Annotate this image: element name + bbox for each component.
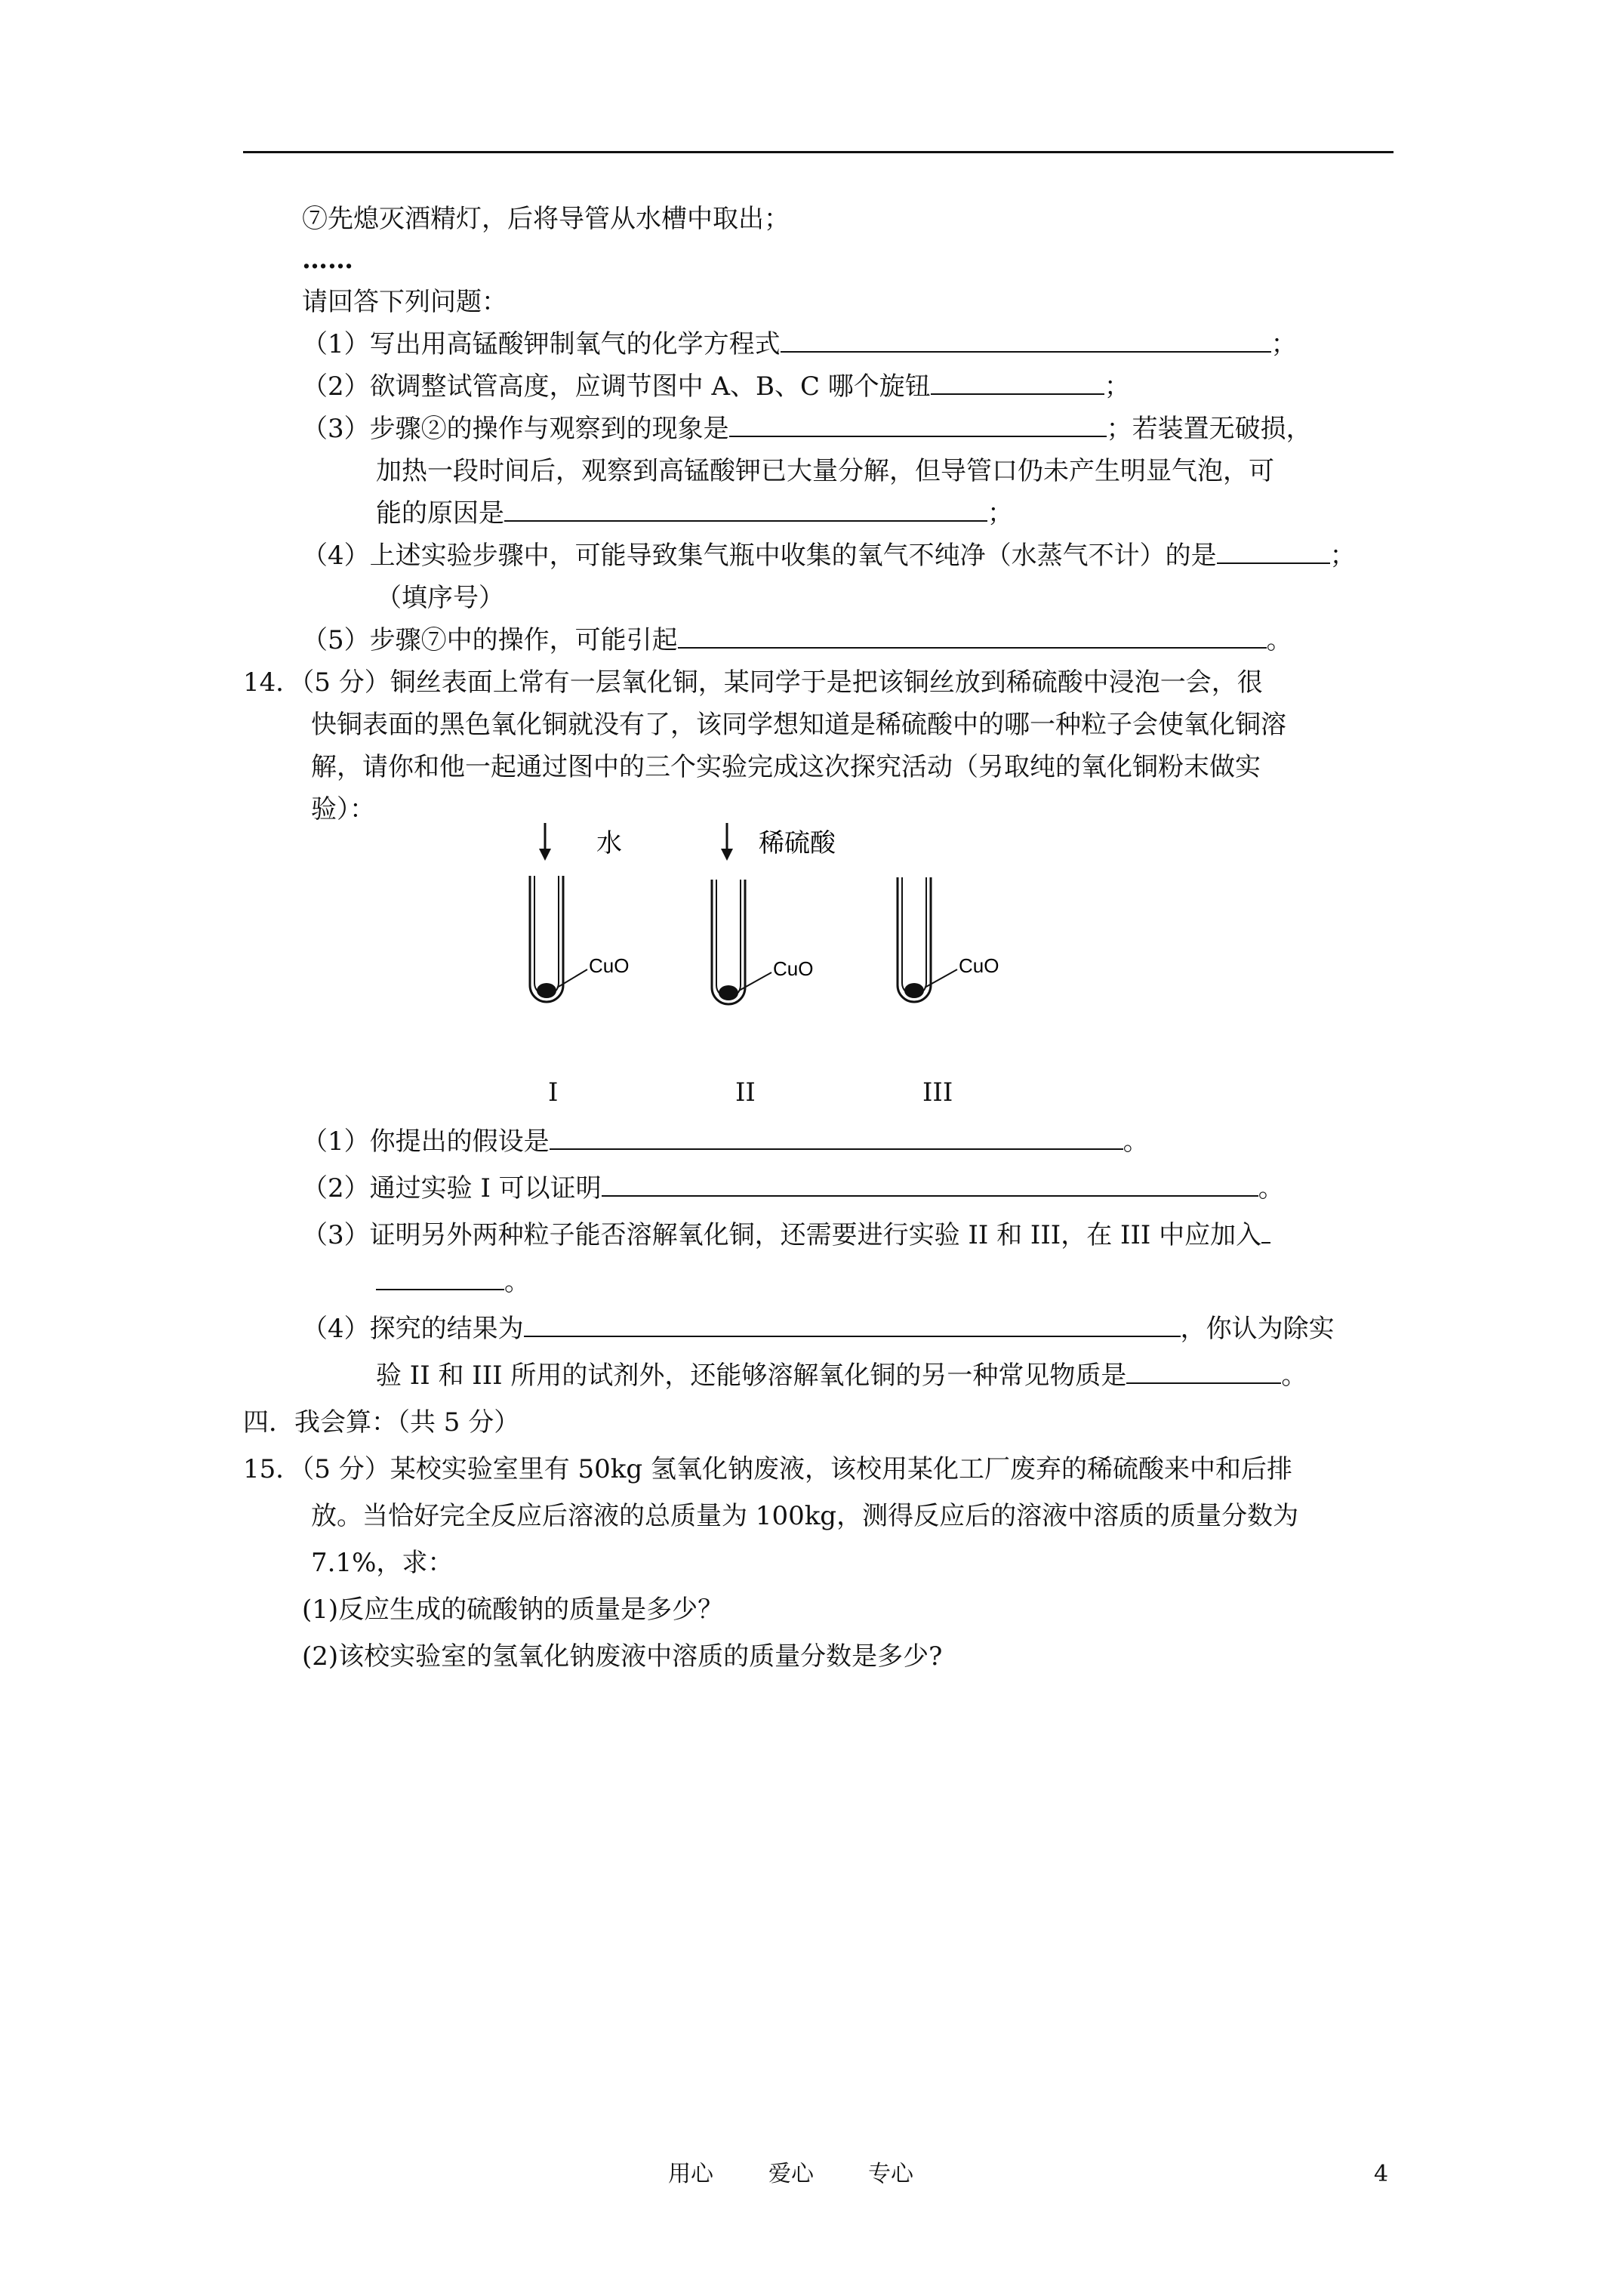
section-4-heading: 四．我会算：（共 5 分） <box>243 1407 520 1438</box>
test-tube-figure <box>513 823 1042 1042</box>
cuo-powder <box>719 985 738 1000</box>
answer-blank[interactable] <box>1126 1360 1281 1384</box>
arrow-down-icon <box>721 823 733 861</box>
ellipsis: …… <box>302 245 353 275</box>
answer-blank[interactable] <box>931 371 1104 395</box>
answer-blank[interactable] <box>781 328 1271 353</box>
cuo-label: CuO <box>589 954 630 977</box>
q13-part2: （2）欲调整试管高度，应调节图中 A、B、C 哪个旋钮 ； <box>302 371 1130 402</box>
q14-text-4: 验）： <box>311 794 375 824</box>
test-tube-i <box>530 876 629 1002</box>
answer-blank[interactable] <box>678 624 1267 649</box>
q14-part4: （4）探究的结果为 ，你认为除实 <box>302 1314 1335 1344</box>
tube-label-iii: III <box>922 1077 953 1108</box>
page-number: 4 <box>1374 2161 1389 2187</box>
answer-blank[interactable] <box>550 1126 1123 1150</box>
label-dilute-sulfuric-acid: 稀硫酸 <box>759 829 836 858</box>
q14-part4-cont: 验 II 和 III 所用的试剂外，还能够溶解氧化铜的另一种常见物质是 。 <box>376 1361 1307 1391</box>
q13-part4: （4）上述实验步骤中，可能导致集气瓶中收集的氧气不纯净（水蒸气不计）的是 ； <box>302 541 1356 571</box>
test-tube-ii <box>712 880 813 1004</box>
cuo-powder <box>537 983 556 998</box>
test-tube-iii <box>898 877 999 1002</box>
header-rule <box>243 151 1394 153</box>
cuo-label: CuO <box>773 957 814 980</box>
cuo-powder <box>904 983 924 998</box>
q15-text-3: 7.1%，求： <box>311 1548 454 1578</box>
q13-part1: （1）写出用高锰酸钾制氧气的化学方程式 ； <box>302 329 1297 359</box>
tube-label-ii: II <box>735 1077 756 1108</box>
q15-text-2: 放。当恰好完全反应后溶液的总质量为 100kg，测得反应后的溶液中溶质的质量分数为 <box>311 1501 1299 1531</box>
q15-text-1: 15．（5 分）某校实验室里有 50kg 氢氧化钠废液，该校用某化工厂废弃的稀硫酸来中和后排 <box>243 1454 1292 1484</box>
answer-blank[interactable] <box>729 413 1107 437</box>
footer-item: 用心 <box>668 2161 713 2187</box>
question-intro: 请回答下列问题： <box>302 287 507 317</box>
tube-label-i: I <box>548 1077 559 1108</box>
answer-blank[interactable] <box>376 1266 504 1290</box>
q13-part3-cont: 加热一段时间后，观察到高锰酸钾已大量分解，但导管口仍未产生明显气泡，可 <box>376 456 1274 486</box>
footer-item: 专心 <box>868 2161 913 2187</box>
q14-part3-cont: 。 <box>376 1265 530 1299</box>
q13-part4-note: （填序号） <box>376 583 504 613</box>
footer-item: 爱心 <box>768 2161 814 2187</box>
q14-text-2: 快铜表面的黑色氧化铜就没有了，该同学想知道是稀硫酸中的哪一种粒子会使氧化铜溶 <box>311 710 1286 740</box>
q15-part2: (2)该校实验室的氢氧化钠废液中溶质的质量分数是多少? <box>302 1641 943 1672</box>
q15-part1: (1)反应生成的硫酸钠的质量是多少？ <box>302 1595 724 1625</box>
q14-part3: （3）证明另外两种粒子能否溶解氧化铜，还需要进行实验 II 和 III，在 III 中应加入 <box>302 1219 1270 1252</box>
step-7-text: ⑦先熄灭酒精灯，后将导管从水槽中取出； <box>302 204 790 234</box>
q13-part3-reason: 能的原因是 ； <box>376 498 1013 529</box>
q14-text-3: 解，请你和他一起通过图中的三个实验完成这次探究活动（另取纯的氧化铜粉末做实 <box>311 752 1261 782</box>
cuo-label: CuO <box>959 954 999 977</box>
label-water: 水 <box>596 829 622 858</box>
arrow-down-icon <box>539 823 551 861</box>
q13-part5: （5）步骤⑦中的操作，可能引起 。 <box>302 625 1292 655</box>
answer-blank[interactable] <box>504 498 987 522</box>
answer-blank[interactable] <box>524 1313 1181 1337</box>
q14-part2: （2）通过实验 I 可以证明 。 <box>302 1173 1284 1203</box>
q14-text-1: 14．（5 分）铜丝表面上常有一层氧化铜，某同学于是把该铜丝放到稀硫酸中浸泡一会，很 <box>243 667 1263 698</box>
answer-blank[interactable] <box>1217 540 1330 564</box>
q13-part3: （3）步骤②的操作与观察到的现象是 ；若装置无破损， <box>302 414 1312 444</box>
q14-part1: （1）你提出的假设是 。 <box>302 1126 1149 1157</box>
answer-blank[interactable] <box>1261 1219 1270 1244</box>
answer-blank[interactable] <box>602 1173 1258 1197</box>
